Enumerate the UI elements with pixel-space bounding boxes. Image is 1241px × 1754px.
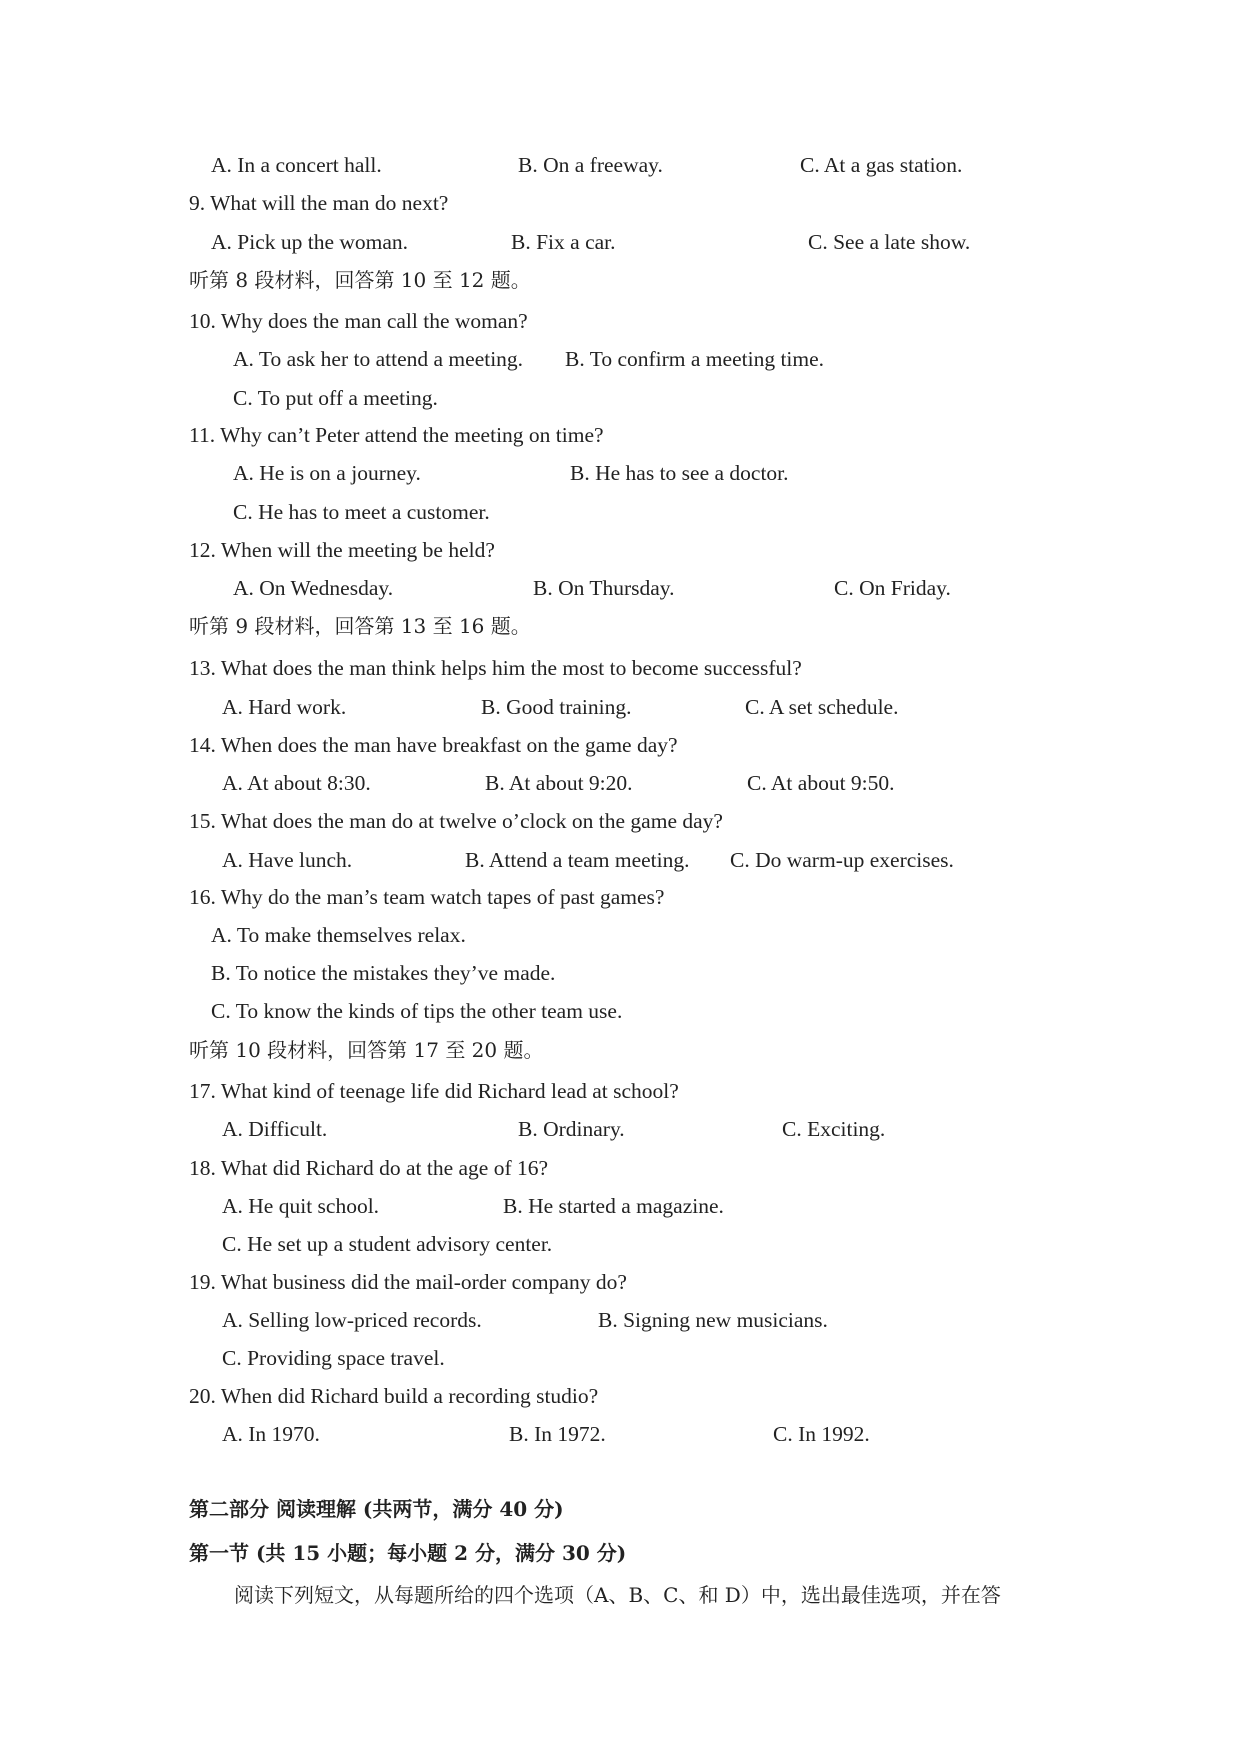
option-a: A. In a concert hall. bbox=[211, 153, 382, 177]
option-c: C. He set up a student advisory center. bbox=[222, 1232, 553, 1256]
question-text: 10. Why does the man call the woman? bbox=[189, 309, 528, 333]
q12-options bbox=[0, 568, 1241, 608]
q10-option-c-line bbox=[0, 378, 1241, 418]
option-a: A. To make themselves relax. bbox=[211, 923, 466, 947]
question-11 bbox=[0, 415, 1241, 455]
option-c: C. A set schedule. bbox=[745, 695, 899, 719]
option-b: B. Ordinary. bbox=[518, 1117, 625, 1141]
question-text: 11. Why can’t Peter attend the meeting on time? bbox=[189, 423, 604, 447]
question-text: 14. When does the man have breakfast on the game day? bbox=[189, 733, 678, 757]
option-c: C. Do warm-up exercises. bbox=[730, 848, 954, 872]
q18-options-ab bbox=[0, 1186, 1241, 1226]
option-b: B. To notice the mistakes they’ve made. bbox=[211, 961, 556, 985]
option-b: B. Signing new musicians. bbox=[598, 1308, 828, 1332]
heading-text: 第一节 (共 15 小题；每小题 2 分，满分 30 分) bbox=[189, 1541, 627, 1565]
q9-options bbox=[0, 222, 1241, 262]
q10-options-ab bbox=[0, 339, 1241, 379]
question-10 bbox=[0, 301, 1241, 341]
option-b: B. Attend a team meeting. bbox=[465, 848, 690, 872]
q16-option-b-line bbox=[0, 953, 1241, 993]
option-b: B. In 1972. bbox=[509, 1422, 606, 1446]
section-instruction-8 bbox=[0, 260, 1241, 300]
q16-option-c-line bbox=[0, 991, 1241, 1031]
option-a: A. Hard work. bbox=[222, 695, 347, 719]
question-15 bbox=[0, 801, 1241, 841]
question-14 bbox=[0, 725, 1241, 765]
option-c: C. At about 9:50. bbox=[747, 771, 895, 795]
q19-options-ab bbox=[0, 1300, 1241, 1340]
instruction-text: 听第 8 段材料，回答第 10 至 12 题。 bbox=[189, 268, 531, 292]
q18-option-c-line bbox=[0, 1224, 1241, 1264]
heading-text: 第二部分 阅读理解 (共两节，满分 40 分) bbox=[189, 1497, 564, 1521]
option-a: A. He is on a journey. bbox=[233, 461, 421, 485]
option-c: C. In 1992. bbox=[773, 1422, 870, 1446]
option-b: B. Good training. bbox=[481, 695, 632, 719]
option-a: A. On Wednesday. bbox=[233, 576, 394, 600]
option-c: C. To put off a meeting. bbox=[233, 386, 438, 410]
part-two-heading bbox=[0, 1489, 1241, 1529]
option-a: A. Selling low-priced records. bbox=[222, 1308, 482, 1332]
q11-option-c-line bbox=[0, 492, 1241, 532]
question-text: 16. Why do the man’s team watch tapes of past games? bbox=[189, 885, 665, 909]
instruction-text: 听第 10 段材料，回答第 17 至 20 题。 bbox=[189, 1038, 544, 1062]
question-text: 15. What does the man do at twelve o’clock on the game day? bbox=[189, 809, 723, 833]
section-instruction-9 bbox=[0, 606, 1241, 646]
question-19 bbox=[0, 1262, 1241, 1302]
question-13 bbox=[0, 648, 1241, 688]
option-c: C. To know the kinds of tips the other team use. bbox=[211, 999, 623, 1023]
question-17 bbox=[0, 1071, 1241, 1111]
question-16 bbox=[0, 877, 1241, 917]
section-one-heading bbox=[0, 1533, 1241, 1573]
option-a: A. He quit school. bbox=[222, 1194, 380, 1218]
option-a: A. To ask her to attend a meeting. bbox=[233, 347, 524, 371]
option-c: C. See a late show. bbox=[808, 230, 971, 254]
question-text: 20. When did Richard build a recording studio? bbox=[189, 1384, 599, 1408]
question-text: 19. What business did the mail-order company do? bbox=[189, 1270, 627, 1294]
question-20 bbox=[0, 1376, 1241, 1416]
question-9 bbox=[0, 183, 1241, 223]
q13-options bbox=[0, 687, 1241, 727]
option-c: C. Exciting. bbox=[782, 1117, 886, 1141]
q14-options bbox=[0, 763, 1241, 803]
option-b: B. At about 9:20. bbox=[485, 771, 633, 795]
question-text: 9. What will the man do next? bbox=[189, 191, 449, 215]
option-b: B. To confirm a meeting time. bbox=[565, 347, 825, 371]
q15-options bbox=[0, 840, 1241, 880]
instruction-text: 听第 9 段材料，回答第 13 至 16 题。 bbox=[189, 614, 531, 638]
question-text: 12. When will the meeting be held? bbox=[189, 538, 495, 562]
option-a: A. At about 8:30. bbox=[222, 771, 371, 795]
option-a: A. Difficult. bbox=[222, 1117, 328, 1141]
question-text: 13. What does the man think helps him the most to become successful? bbox=[189, 656, 802, 680]
option-c: C. Providing space travel. bbox=[222, 1346, 445, 1370]
option-b: B. On Thursday. bbox=[533, 576, 675, 600]
q20-options bbox=[0, 1414, 1241, 1454]
instruction-text: 阅读下列短文，从每题所给的四个选项（A、B、C、和 D）中，选出最佳选项，并在答 bbox=[234, 1583, 1001, 1607]
q17-options bbox=[0, 1109, 1241, 1149]
question-18 bbox=[0, 1148, 1241, 1188]
question-text: 18. What did Richard do at the age of 16? bbox=[189, 1156, 549, 1180]
reading-instruction bbox=[0, 1575, 1241, 1615]
option-a: A. Have lunch. bbox=[222, 848, 353, 872]
option-a: A. Pick up the woman. bbox=[211, 230, 409, 254]
option-c: C. He has to meet a customer. bbox=[233, 500, 490, 524]
section-instruction-10 bbox=[0, 1030, 1241, 1070]
option-b: B. He has to see a doctor. bbox=[570, 461, 789, 485]
question-12 bbox=[0, 530, 1241, 570]
option-a: A. In 1970. bbox=[222, 1422, 320, 1446]
q19-option-c-line bbox=[0, 1338, 1241, 1378]
option-b: B. Fix a car. bbox=[511, 230, 616, 254]
q11-options-ab bbox=[0, 453, 1241, 493]
question-text: 17. What kind of teenage life did Richard lead at school? bbox=[189, 1079, 679, 1103]
q16-option-a-line bbox=[0, 915, 1241, 955]
q8-options bbox=[0, 145, 1241, 185]
option-c: C. On Friday. bbox=[834, 576, 951, 600]
option-b: B. On a freeway. bbox=[518, 153, 663, 177]
option-c: C. At a gas station. bbox=[800, 153, 963, 177]
option-b: B. He started a magazine. bbox=[503, 1194, 724, 1218]
